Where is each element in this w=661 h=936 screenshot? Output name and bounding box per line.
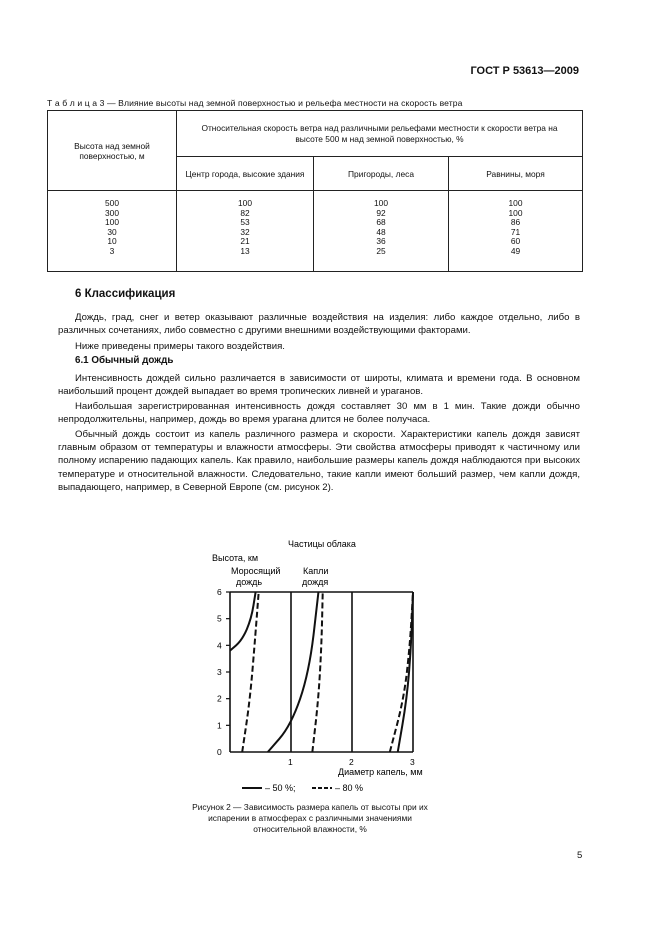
section-6-1-title: 6.1 Обычный дождь bbox=[75, 355, 174, 366]
table-cell-height-0: 500 bbox=[105, 198, 119, 208]
x-tick-label-3: 3 bbox=[410, 757, 415, 767]
table-cell-height-4: 10 bbox=[107, 236, 117, 247]
table-header-height: Высота над земной поверхностью, м bbox=[48, 111, 177, 191]
table-cell-plains-2: 86 bbox=[510, 217, 521, 228]
document-id: ГОСТ Р 53613—2009 bbox=[470, 65, 579, 77]
table-cell-city-0: 100 bbox=[238, 198, 252, 208]
region-label-raindrops-line2: дождя bbox=[302, 577, 329, 587]
section-6-1-paragraph-3: Обычный дождь состоит из капель различного размера и скорости. Характеристики капель дождя зависят главным образом от температуры и влажности атмосферы. Эти свойства атмосферы приводят к частичному или полному испарению падающих капель. Как правило, наибольшие размеры капель дождя наблюдаются при высоких температуре и относительной влажности. Следовательно, такие капли имеют больший размер, чем капли дождя, выпадающего, например, в Северной Европе (см. рисунок 2). bbox=[58, 429, 580, 493]
table-cell-suburbs-5: 25 bbox=[376, 245, 386, 256]
table-subheader-plains: Равнины, моря bbox=[449, 157, 583, 191]
chart-title: Частицы облака bbox=[288, 539, 356, 549]
section-6-1-paragraph-1: Интенсивность дождей сильно различается в зависимости от широты, климата и времени года. В основном наибольший процент дождей выпадает во время тропических ливней и ураганов. bbox=[58, 373, 580, 398]
y-tick-label-6: 6 bbox=[217, 587, 222, 597]
table-cell-height-2: 100 bbox=[105, 217, 119, 228]
region-label-drizzle-line2: дождь bbox=[236, 577, 263, 587]
table-cell-city-3: 32 bbox=[240, 226, 250, 237]
page-number: 5 bbox=[577, 850, 583, 861]
figure-caption: Рисунок 2 — Зависимость размера капель от высоты при их испарении в атмосферах с различными значениями относительной влажности, % bbox=[192, 802, 428, 834]
table-cell-plains-5: 49 bbox=[510, 245, 521, 256]
y-tick-label-4: 4 bbox=[217, 640, 222, 651]
series-dashed-curve-3 bbox=[312, 592, 322, 752]
x-tick-label-1: 1 bbox=[288, 757, 293, 767]
series-solid-curve-2 bbox=[268, 592, 319, 752]
table-cell-plains-0: 100 bbox=[508, 198, 523, 208]
section-6-paragraph-2: Ниже приведены примеры такого воздействия. bbox=[75, 341, 285, 352]
region-label-raindrops-line1: Капли bbox=[303, 566, 329, 576]
y-tick-label-1: 1 bbox=[217, 720, 222, 731]
table-cell-city-4: 21 bbox=[240, 236, 250, 247]
chart-legend bbox=[242, 783, 363, 793]
x-tick-label-2: 2 bbox=[349, 757, 354, 767]
table-caption: Т а б л и ц а 3 — Влияние высоты над земной поверхностью и рельефа местности на скорость ветра bbox=[47, 98, 463, 108]
series-solid-curve-0 bbox=[230, 592, 256, 651]
x-tick-label-0: 0 bbox=[217, 747, 222, 757]
section-6-paragraph-1: Дождь, град, снег и ветер оказывают различные воздействия на изделия: либо каждое отдельно, либо в различных сочетаниях, либо совместно с другими внешними воздействующими факторами. bbox=[58, 312, 580, 337]
table-cell-suburbs-2: 68 bbox=[376, 217, 386, 228]
table-subheader-city: Центр города, высокие здания bbox=[177, 157, 314, 191]
y-tick-label-3: 3 bbox=[217, 667, 222, 677]
y-tick-label-5: 5 bbox=[217, 613, 222, 624]
table-cell-suburbs-4: 36 bbox=[376, 236, 386, 247]
table-cell-height-3: 30 bbox=[107, 226, 117, 237]
chart-y-label: Высота, км bbox=[212, 553, 259, 563]
table-cell-plains-1: 100 bbox=[508, 207, 523, 218]
table-cell-plains-3: 71 bbox=[510, 226, 521, 237]
legend-80-label: – 80 % bbox=[335, 783, 364, 793]
region-label-drizzle-line1: Моросящий bbox=[231, 566, 281, 576]
table-cell-plains-4: 60 bbox=[510, 236, 521, 247]
table-cell-height-1: 300 bbox=[105, 207, 119, 218]
table-cell-suburbs-0: 100 bbox=[374, 198, 388, 208]
table-cell-suburbs-1: 92 bbox=[376, 207, 386, 218]
legend-50-label: – 50 %; bbox=[265, 783, 296, 793]
table-cell-suburbs-3: 48 bbox=[376, 226, 386, 237]
section-6-1-paragraph-2: Наибольшая зарегистрированная интенсивность дождя составляет 30 мм в 1 мин. Такие дожди обычно непродолжительны, например, дождь во время урагана длится не более получаса. bbox=[58, 401, 580, 426]
table-cell-city-2: 53 bbox=[240, 217, 250, 228]
table-cell-city-5: 13 bbox=[240, 245, 250, 256]
y-tick-label-2: 2 bbox=[217, 693, 222, 704]
table-subheader-suburbs: Пригороды, леса bbox=[314, 157, 449, 191]
table-header-group: Относительная скорость ветра над различными рельефами местности к скорости ветра на высоте 500 м над земной поверхностью, % bbox=[177, 111, 583, 157]
chart-x-label: Диаметр капель, мм bbox=[338, 767, 423, 777]
section-6-title: 6 Классификация bbox=[75, 288, 176, 300]
table-cell-city-1: 82 bbox=[240, 207, 250, 218]
table-cell-height-5: 3 bbox=[109, 245, 115, 256]
